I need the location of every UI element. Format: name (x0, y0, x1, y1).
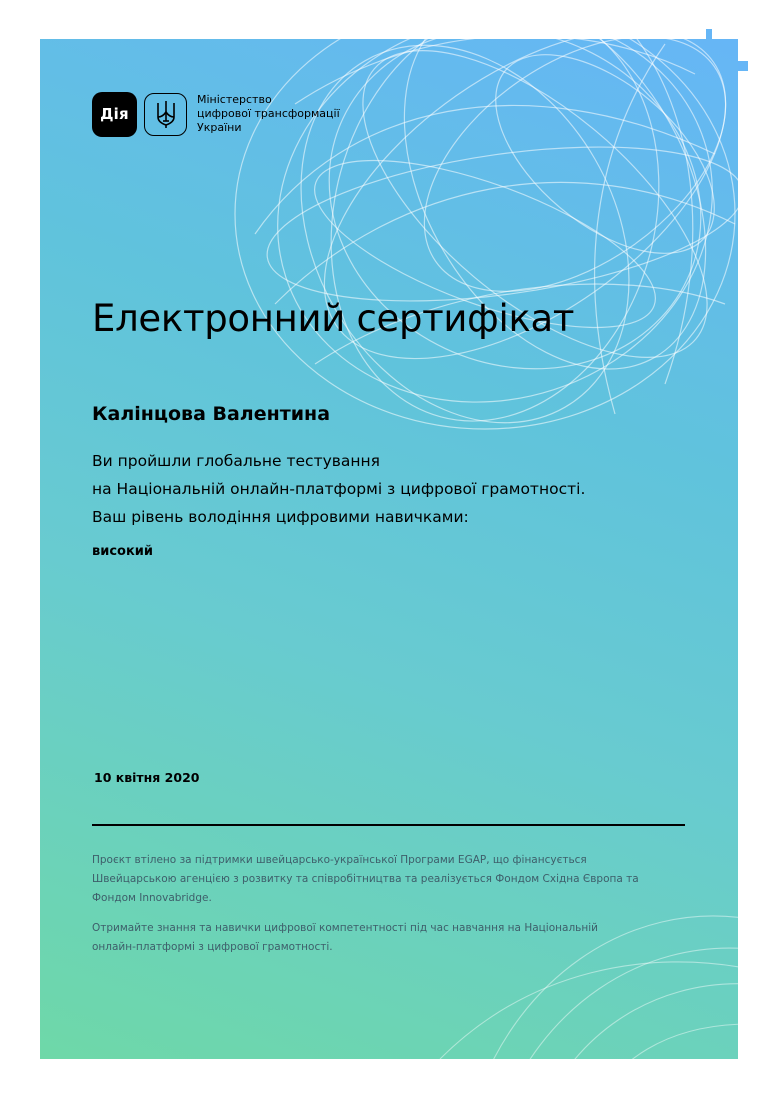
certificate-body (92, 447, 712, 531)
trident-coat-of-arms-icon (144, 93, 187, 136)
recipient-name: Калінцова Валентина (92, 403, 331, 425)
issue-date: 10 квітня 2020 (94, 770, 200, 785)
header-logos (92, 91, 367, 137)
diya-logo-text: Дія (100, 105, 129, 123)
divider (92, 824, 685, 826)
footer-paragraph-2 (92, 919, 692, 957)
footer-1-line-1: Проєкт втілено за підтримки швейцарсько-української Програми EGAP, що фінансується (92, 854, 587, 866)
footer-1-line-2: Швейцарською агенцією з розвитку та співробітництва та реалізується Фондом Східна Європа та (92, 873, 639, 885)
ministry-line-1: Міністерство (197, 93, 272, 106)
ministry-line-3: України (197, 121, 242, 134)
ministry-line-2: цифрової трансформації (197, 107, 340, 120)
footer-2-line-1: Отримайте знання та навички цифрової компетентності під час навчання на Національній (92, 922, 598, 934)
skill-level: високий (92, 544, 154, 559)
diya-logo (92, 92, 137, 137)
footer-2-line-2: онлайн-платформі з цифрової грамотності. (92, 941, 333, 953)
ministry-name (197, 93, 367, 135)
certificate-card (40, 39, 738, 1059)
footer-1-line-3: Фондом Innovabridge. (92, 892, 212, 904)
body-line-2: на Національній онлайн-платформі з цифрової грамотності. (92, 480, 586, 498)
certificate-title: Електронний сертифікат (92, 297, 575, 340)
footer-paragraph-1 (92, 851, 692, 908)
body-line-3: Ваш рівень володіння цифровими навичками: (92, 508, 469, 526)
body-line-1: Ви пройшли глобальне тестування (92, 452, 380, 470)
